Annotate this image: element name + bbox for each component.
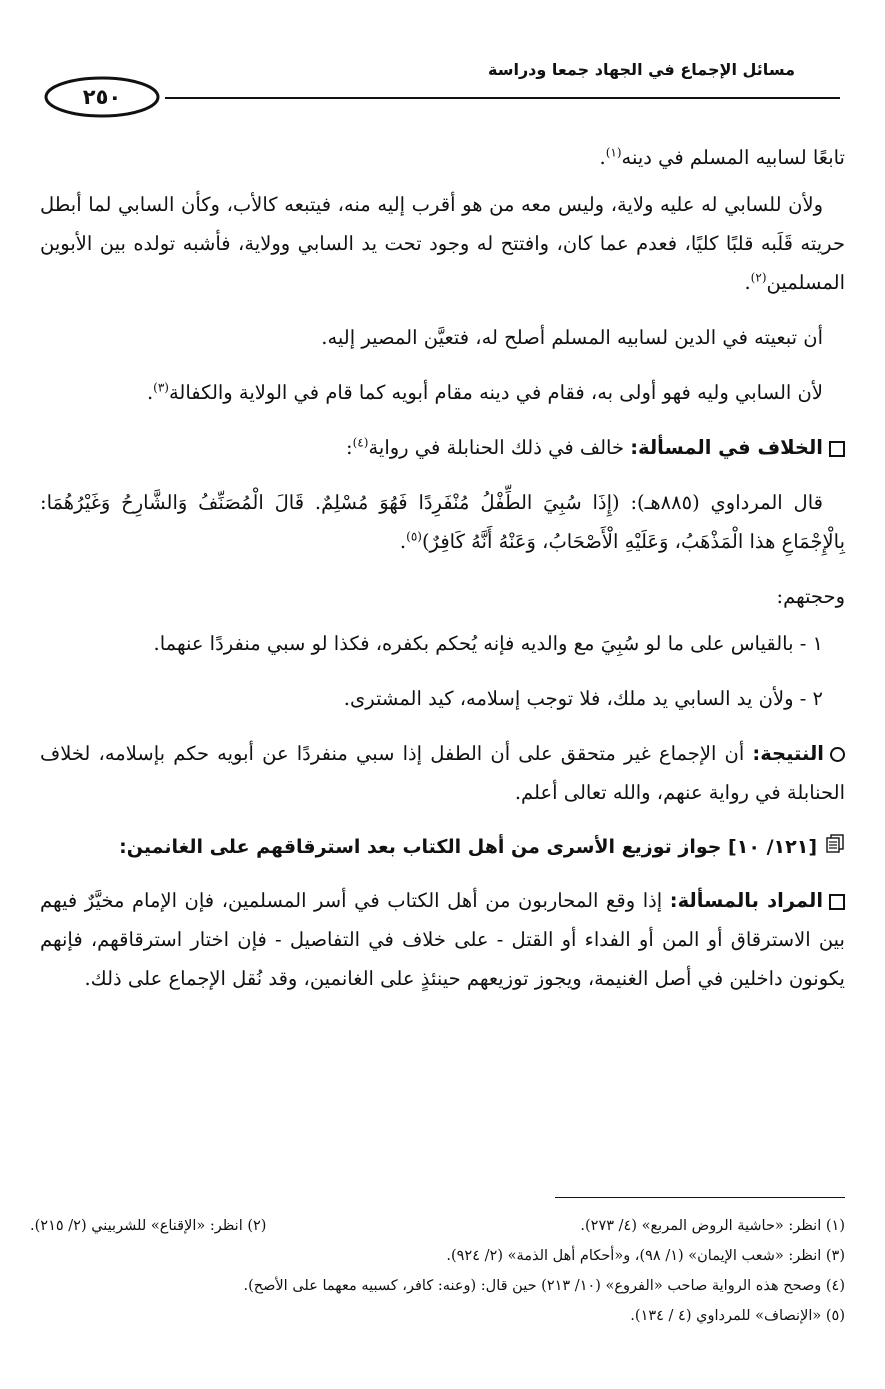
- argument-text: ١ - بالقياس على ما لو سُبِيَ مع والديه فإنه يُحكم بكفره، فكذا لو سبي منفردًا عنهما.: [153, 632, 823, 655]
- murad-paragraph: [40, 881, 845, 998]
- punct: .: [146, 381, 154, 404]
- paragraph-text: تابعًا لسابيه المسلم في دينه: [621, 146, 845, 169]
- footnote-ref: (١): [605, 145, 622, 160]
- murad-label: المراد بالمسألة:: [669, 889, 824, 912]
- footnote-separator: [555, 1197, 845, 1198]
- murad-text: إذا وقع المحاربون من أهل الكتاب في أسر المسلمين، فإن الإمام مخيَّرٌ فيهم بين الاسترقاق أو المن أو الفداء أو القتل - على خلاف في التفاصيل - فإن اختار استرقاقهم، فإنهم يكونون داخلين في أصل الغنيمة، ويجوز توزيعهم حينئذٍ على الغانمين، وقد نُقل الإجماع على ذلك.: [40, 889, 845, 990]
- quote-paragraph: [40, 483, 845, 561]
- punct: .: [744, 271, 751, 294]
- footnote-ref: (٣): [153, 380, 169, 395]
- footnote-ref: (٢): [750, 270, 767, 285]
- running-title: مسائل الإجماع في الجهاد جمعا ودراسة: [488, 60, 795, 79]
- documents-icon: [825, 828, 845, 867]
- khilaf-paragraph: [40, 428, 845, 467]
- page-number-badge: [42, 75, 162, 119]
- header-rule: [165, 97, 840, 99]
- hujja-label: [40, 577, 845, 616]
- hujja-text: وحجتهم:: [776, 585, 845, 608]
- result-text: أن الإجماع غير متحقق على أن الطفل إذا سبي منفردًا عن أبويه حكم بإسلامه، لخلاف الحنابلة في رواية عنهم، والله تعالى أعلم.: [40, 742, 845, 804]
- footnote-row: [30, 1211, 845, 1241]
- punct: .: [399, 530, 407, 553]
- page-number: ٢٥٠: [82, 85, 122, 109]
- paragraph: [40, 185, 845, 302]
- result-paragraph: [40, 734, 845, 812]
- punct: :: [346, 436, 353, 459]
- circle-bullet-icon: [830, 747, 845, 762]
- result-label: النتيجة:: [752, 742, 824, 765]
- main-text: [40, 138, 845, 1014]
- footnote-ref: (٥): [406, 529, 422, 544]
- argument-text: ٢ - ولأن يد السابي يد ملك، فلا توجب إسلامه، كيد المشترى.: [343, 687, 823, 710]
- paragraph: [40, 318, 845, 357]
- section-heading: [40, 828, 845, 867]
- paragraph-text: ولأن للسابي له عليه ولاية، وليس معه من هو أقرب إليه منه، فيتبعه كالأب، وكأن السابي لما أبطل حريته قَلَبه قلبًا كليًا، فعدم عما كان، وافتتح له وجود تحت يد السابي وولاية، فأشبه تولده بين الأبوين المسلمين: [40, 193, 845, 294]
- quote-text: قال المرداوي (٨٨٥هـ): (إِذَا سُبِيَ الطِّفْلُ مُنْفَرِدًا فَهُوَ مُسْلِمٌ. قَالَ الْمُصَنِّفُ وَالشَّارِحُ وَغَيْرُهُمَا: بِالْإِجْمَاعِ هذا الْمَذْهَبُ، وَعَلَيْهِ الْأَصْحَابُ، وَعَنْهُ أَنَّهُ كَافِرٌ): [40, 491, 845, 553]
- footnote-1: (١) انظر: «حاشية الروض المربع» (٤/ ٢٧٣).: [580, 1218, 845, 1234]
- square-bullet-icon: [829, 894, 845, 910]
- paragraph: [40, 138, 845, 177]
- footnote-3: (٣) انظر: «شعب الإيمان» (١/ ٩٨)، و«أحكام أهل الذمة» (٢/ ٩٢٤).: [446, 1248, 845, 1264]
- footnote-5: (٥) «الإنصاف» للمرداوي (٤ / ١٣٤).: [630, 1308, 845, 1324]
- footnote-4: (٤) وصحح هذه الرواية صاحب «الفروع» (١٠/ ٢١٣) حين قال: (وعنه: كافر، كسبيه معهما على الأصح).: [243, 1278, 845, 1294]
- paragraph: [40, 373, 845, 412]
- paragraph-text: أن تبعيته في الدين لسابيه المسلم أصلح له، فتعيَّن المصير إليه.: [321, 326, 823, 349]
- khilaf-text: خالف في ذلك الحنابلة في رواية: [368, 436, 631, 459]
- section-heading-text: [١٢١/ ١٠] جواز توزيع الأسرى من أهل الكتاب بعد استرقاقهم على الغانمين:: [119, 836, 817, 858]
- footnote-ref: (٤): [352, 435, 369, 450]
- argument-item: [40, 624, 845, 663]
- argument-item: [40, 679, 845, 718]
- paragraph-text: لأن السابي وليه فهو أولى به، فقام في دينه مقام أبويه كما قام في الولاية والكفالة: [168, 381, 823, 404]
- punct: .: [599, 146, 606, 169]
- khilaf-label: الخلاف في المسألة:: [630, 436, 823, 459]
- square-bullet-icon: [829, 441, 845, 457]
- footnote-2: (٢) انظر: «الإقناع» للشربيني (٢/ ٢١٥).: [30, 1218, 267, 1234]
- footnotes: [30, 1211, 845, 1331]
